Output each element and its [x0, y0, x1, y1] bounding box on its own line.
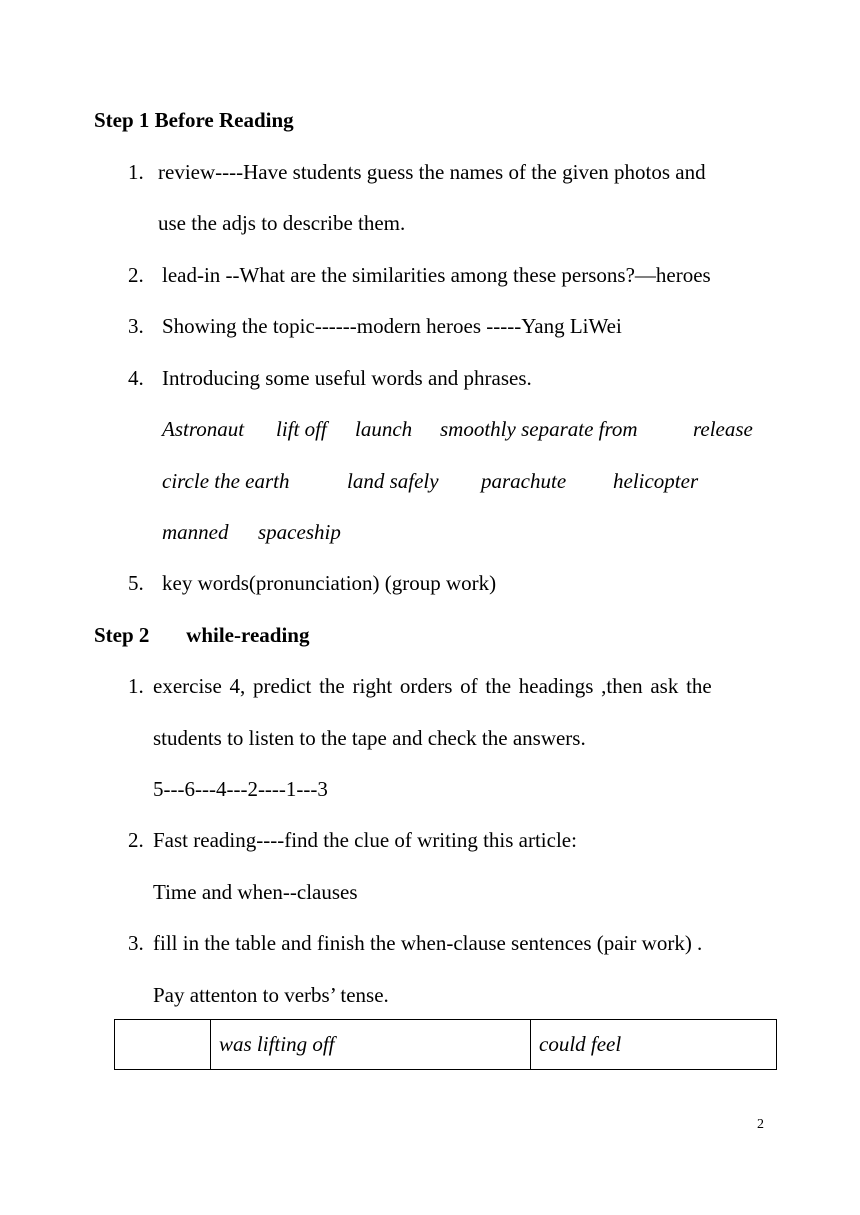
vocab-word: manned — [162, 520, 229, 544]
order-answer: 5---6---4---2----1---3 — [153, 777, 328, 801]
vocab-word: spaceship — [258, 520, 341, 544]
item-number: 4. — [128, 366, 144, 390]
table-cell: was lifting off — [211, 1020, 531, 1070]
vocab-word: Astronaut — [162, 417, 245, 441]
item-text: review----Have students guess the names of the given photos and — [158, 160, 706, 184]
item-number: 1. — [128, 160, 144, 184]
item-number: 3. — [128, 314, 144, 338]
item-number: 2. — [128, 263, 144, 287]
item-number: 5. — [128, 571, 144, 595]
vocab-word: launch — [355, 417, 413, 441]
vocab-word: smoothly separate from — [440, 417, 638, 441]
page-number: 2 — [757, 1117, 764, 1132]
step2-heading: Step 2 while-reading — [94, 623, 310, 647]
step2-item-1 — [128, 673, 768, 699]
item-text: lead-in --What are the similarities among these persons?—heroes — [162, 263, 711, 287]
verb-tense-table — [114, 1019, 777, 1070]
vocab-word: land safely — [347, 469, 439, 493]
item-text: fill in the table and finish the when-clause sentences (pair work) . — [153, 931, 703, 955]
step1-item-1-continuation: use the adjs to describe them. — [158, 211, 406, 235]
step1-item-3 — [128, 313, 622, 339]
table-cell: could feel — [531, 1020, 777, 1070]
item-number: 2. — [128, 828, 144, 852]
step2-item-2 — [128, 827, 577, 853]
table-row — [115, 1020, 777, 1070]
item-number: 3. — [128, 931, 144, 955]
step1-item-2 — [128, 262, 711, 288]
table-cell — [115, 1020, 211, 1070]
step1-item-4 — [128, 365, 532, 391]
item-text: Showing the topic------modern heroes -----Yang LiWei — [162, 314, 622, 338]
step2-item-2-continuation: Time and when--clauses — [153, 880, 358, 904]
vocab-word: release — [693, 417, 753, 441]
vocab-word: parachute — [481, 469, 567, 493]
item-number: 1. — [128, 674, 144, 698]
vocab-word: lift off — [276, 417, 327, 441]
step1-heading: Step 1 Before Reading — [94, 108, 294, 132]
step2-item-3-continuation: Pay attenton to verbs’ tense. — [153, 983, 389, 1007]
item-text: key words(pronunciation) (group work) — [162, 571, 497, 595]
vocab-word: helicopter — [613, 469, 699, 493]
item-text: exercise 4, predict the right orders of the headings ,then ask the — [153, 674, 712, 698]
step2-item-1-continuation: students to listen to the tape and check the answers. — [153, 726, 586, 750]
step2-item-3 — [128, 930, 702, 956]
step1-item-5 — [128, 570, 496, 596]
vocab-word: circle the earth — [162, 469, 290, 493]
item-text: Introducing some useful words and phrases. — [162, 366, 532, 390]
item-text: Fast reading----find the clue of writing this article: — [153, 828, 577, 852]
step1-item-1 — [128, 159, 706, 185]
